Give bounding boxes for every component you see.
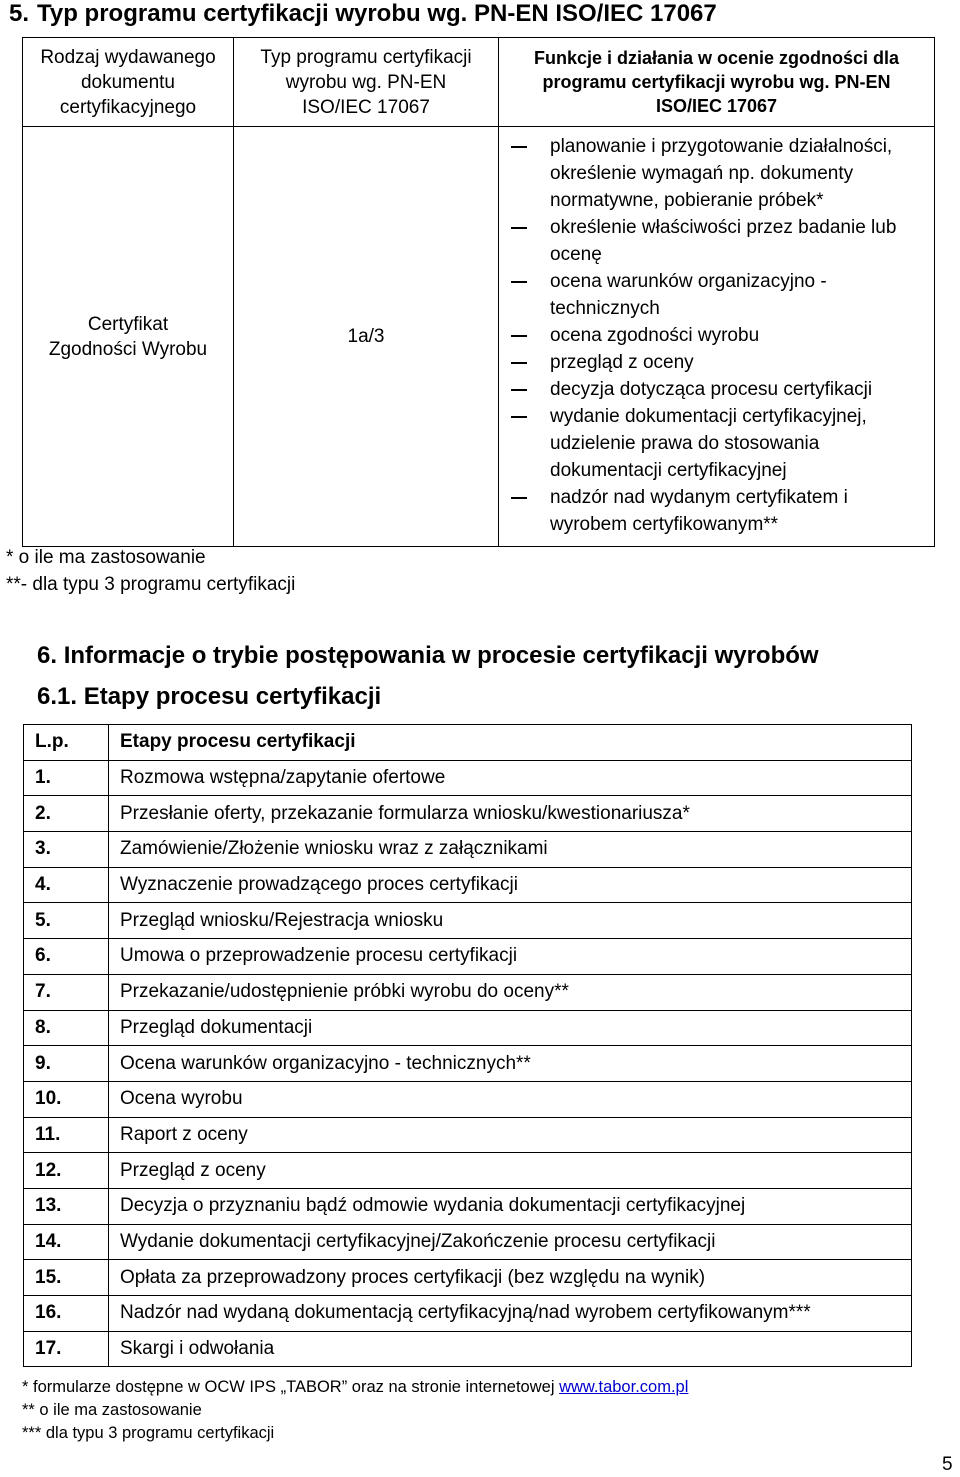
row-stage: Przegląd wniosku/Rejestracja wniosku bbox=[109, 903, 912, 939]
table1-body-row bbox=[23, 127, 935, 547]
row-number: 3. bbox=[24, 832, 109, 868]
function-item: określenie właściwości przez badanie lub ocenę bbox=[507, 214, 926, 268]
table-row bbox=[24, 1331, 912, 1367]
table-row bbox=[24, 1153, 912, 1189]
function-item: planowanie i przygotowanie działalności, określenie wymagań np. dokumenty normatywne, pobieranie próbek* bbox=[507, 133, 926, 214]
dash-bullet bbox=[511, 335, 527, 337]
header-program-type: Typ programu certyfikacji wyrobu wg. PN-EN ISO/IEC 17067 bbox=[234, 38, 499, 127]
header-document-type: Rodzaj wydawanego dokumentu certyfikacyjnego bbox=[23, 38, 234, 127]
footnote-line: * o ile ma zastosowanie bbox=[6, 547, 206, 568]
table-row bbox=[24, 1117, 912, 1153]
row-number: 16. bbox=[24, 1296, 109, 1332]
table-row bbox=[24, 760, 912, 796]
row-number: 7. bbox=[24, 974, 109, 1010]
section-6-number: 6. bbox=[37, 642, 58, 669]
function-item: nadzór nad wydanym certyfikatem i wyrobem certyfikowanym** bbox=[507, 484, 926, 538]
section-5-title: Typ programu certyfikacji wyrobu wg. PN-EN ISO/IEC 17067 bbox=[37, 0, 717, 27]
table-row bbox=[24, 796, 912, 832]
dash-bullet bbox=[511, 281, 527, 283]
row-number: 6. bbox=[24, 939, 109, 975]
row-number: 15. bbox=[24, 1260, 109, 1296]
row-number: 11. bbox=[24, 1117, 109, 1153]
footnote-line: **- dla typu 3 programu certyfikacji bbox=[6, 574, 296, 595]
certification-program-table bbox=[22, 37, 935, 547]
table-row bbox=[24, 1010, 912, 1046]
row-number: 9. bbox=[24, 1046, 109, 1082]
section-5-heading bbox=[9, 0, 717, 28]
function-item: ocena warunków organizacyjno - technicznych bbox=[507, 268, 926, 322]
row-stage: Wydanie dokumentacji certyfikacyjnej/Zakończenie procesu certyfikacji bbox=[109, 1224, 912, 1260]
row-number: 8. bbox=[24, 1010, 109, 1046]
section-6-heading bbox=[37, 641, 819, 671]
document-type-value: Certyfikat Zgodności Wyrobu bbox=[48, 313, 208, 360]
table-row bbox=[24, 1260, 912, 1296]
table1-footnotes bbox=[6, 544, 295, 598]
table-row bbox=[24, 903, 912, 939]
certification-stages-table bbox=[23, 724, 912, 1367]
website-link[interactable]: www.tabor.com.pl bbox=[559, 1378, 689, 1396]
row-stage: Zamówienie/Złożenie wniosku wraz z załącznikami bbox=[109, 832, 912, 868]
header-lp: L.p. bbox=[24, 725, 109, 761]
row-stage: Umowa o przeprowadzenie procesu certyfikacji bbox=[109, 939, 912, 975]
section-6-1-heading bbox=[37, 682, 381, 712]
table-row bbox=[24, 1224, 912, 1260]
header-stage: Etapy procesu certyfikacji bbox=[109, 725, 912, 761]
row-stage: Przekazanie/udostępnienie próbki wyrobu do oceny** bbox=[109, 974, 912, 1010]
table-row bbox=[24, 832, 912, 868]
functions-cell bbox=[499, 127, 935, 547]
row-stage: Raport z oceny bbox=[109, 1117, 912, 1153]
dash-bullet bbox=[511, 497, 527, 499]
section-6-1-title: Etapy procesu certyfikacji bbox=[83, 683, 382, 710]
row-stage: Przegląd dokumentacji bbox=[109, 1010, 912, 1046]
section-6-1-number: 6.1. bbox=[37, 683, 78, 710]
page-number: 5 bbox=[942, 1454, 953, 1475]
row-number: 12. bbox=[24, 1153, 109, 1189]
function-item: ocena zgodności wyrobu bbox=[507, 322, 926, 349]
function-item: przegląd z oceny bbox=[507, 349, 926, 376]
row-stage: Wyznaczenie prowadzącego proces certyfikacji bbox=[109, 867, 912, 903]
row-stage: Rozmowa wstępna/zapytanie ofertowe bbox=[109, 760, 912, 796]
dash-bullet bbox=[511, 416, 527, 418]
header-functions: Funkcje i działania w ocenie zgodności dla programu certyfikacji wyrobu wg. PN-EN ISO/IEC 17067 bbox=[499, 38, 935, 127]
table2-header-row bbox=[24, 725, 912, 761]
footnote-line: *** dla typu 3 programu certyfikacji bbox=[22, 1424, 275, 1442]
row-number: 10. bbox=[24, 1081, 109, 1117]
row-number: 2. bbox=[24, 796, 109, 832]
program-type-cell: 1a/3 bbox=[234, 127, 499, 547]
row-stage: Przesłanie oferty, przekazanie formularza wniosku/kwestionariusza* bbox=[109, 796, 912, 832]
footnote-line bbox=[22, 1376, 688, 1399]
row-stage: Decyzja o przyznaniu bądź odmowie wydania dokumentacji certyfikacyjnej bbox=[109, 1188, 912, 1224]
section-5-number: 5. bbox=[9, 0, 30, 27]
row-stage: Opłata za przeprowadzony proces certyfikacji (bez względu na wynik) bbox=[109, 1260, 912, 1296]
row-number: 5. bbox=[24, 903, 109, 939]
footnote-text: * formularze dostępne w OCW IPS „TABOR” oraz na stronie internetowej bbox=[22, 1378, 560, 1396]
table-row bbox=[24, 974, 912, 1010]
function-item: wydanie dokumentacji certyfikacyjnej, udzielenie prawa do stosowania dokumentacji certyfikacyjnej bbox=[507, 403, 926, 484]
table-row bbox=[24, 1296, 912, 1332]
row-number: 17. bbox=[24, 1331, 109, 1367]
row-stage: Przegląd z oceny bbox=[109, 1153, 912, 1189]
row-stage: Skargi i odwołania bbox=[109, 1331, 912, 1367]
table-row bbox=[24, 1188, 912, 1224]
dash-bullet bbox=[511, 389, 527, 391]
row-stage: Ocena wyrobu bbox=[109, 1081, 912, 1117]
row-number: 14. bbox=[24, 1224, 109, 1260]
section-6-title: Informacje o trybie postępowania w procesie certyfikacji wyrobów bbox=[63, 642, 819, 669]
row-number: 1. bbox=[24, 760, 109, 796]
table1-header-row bbox=[23, 38, 935, 127]
functions-list bbox=[499, 127, 934, 546]
table2-footnotes bbox=[22, 1376, 688, 1445]
document-type-cell bbox=[23, 127, 234, 547]
function-item: decyzja dotycząca procesu certyfikacji bbox=[507, 376, 926, 403]
row-stage: Nadzór nad wydaną dokumentacją certyfikacyjną/nad wyrobem certyfikowanym*** bbox=[109, 1296, 912, 1332]
footnote-line: ** o ile ma zastosowanie bbox=[22, 1401, 202, 1419]
table-row bbox=[24, 867, 912, 903]
dash-bullet bbox=[511, 362, 527, 364]
dash-bullet bbox=[511, 146, 527, 148]
dash-bullet bbox=[511, 227, 527, 229]
table-row bbox=[24, 939, 912, 975]
row-stage: Ocena warunków organizacyjno - technicznych** bbox=[109, 1046, 912, 1082]
row-number: 13. bbox=[24, 1188, 109, 1224]
row-number: 4. bbox=[24, 867, 109, 903]
table-row bbox=[24, 1081, 912, 1117]
table-row bbox=[24, 1046, 912, 1082]
